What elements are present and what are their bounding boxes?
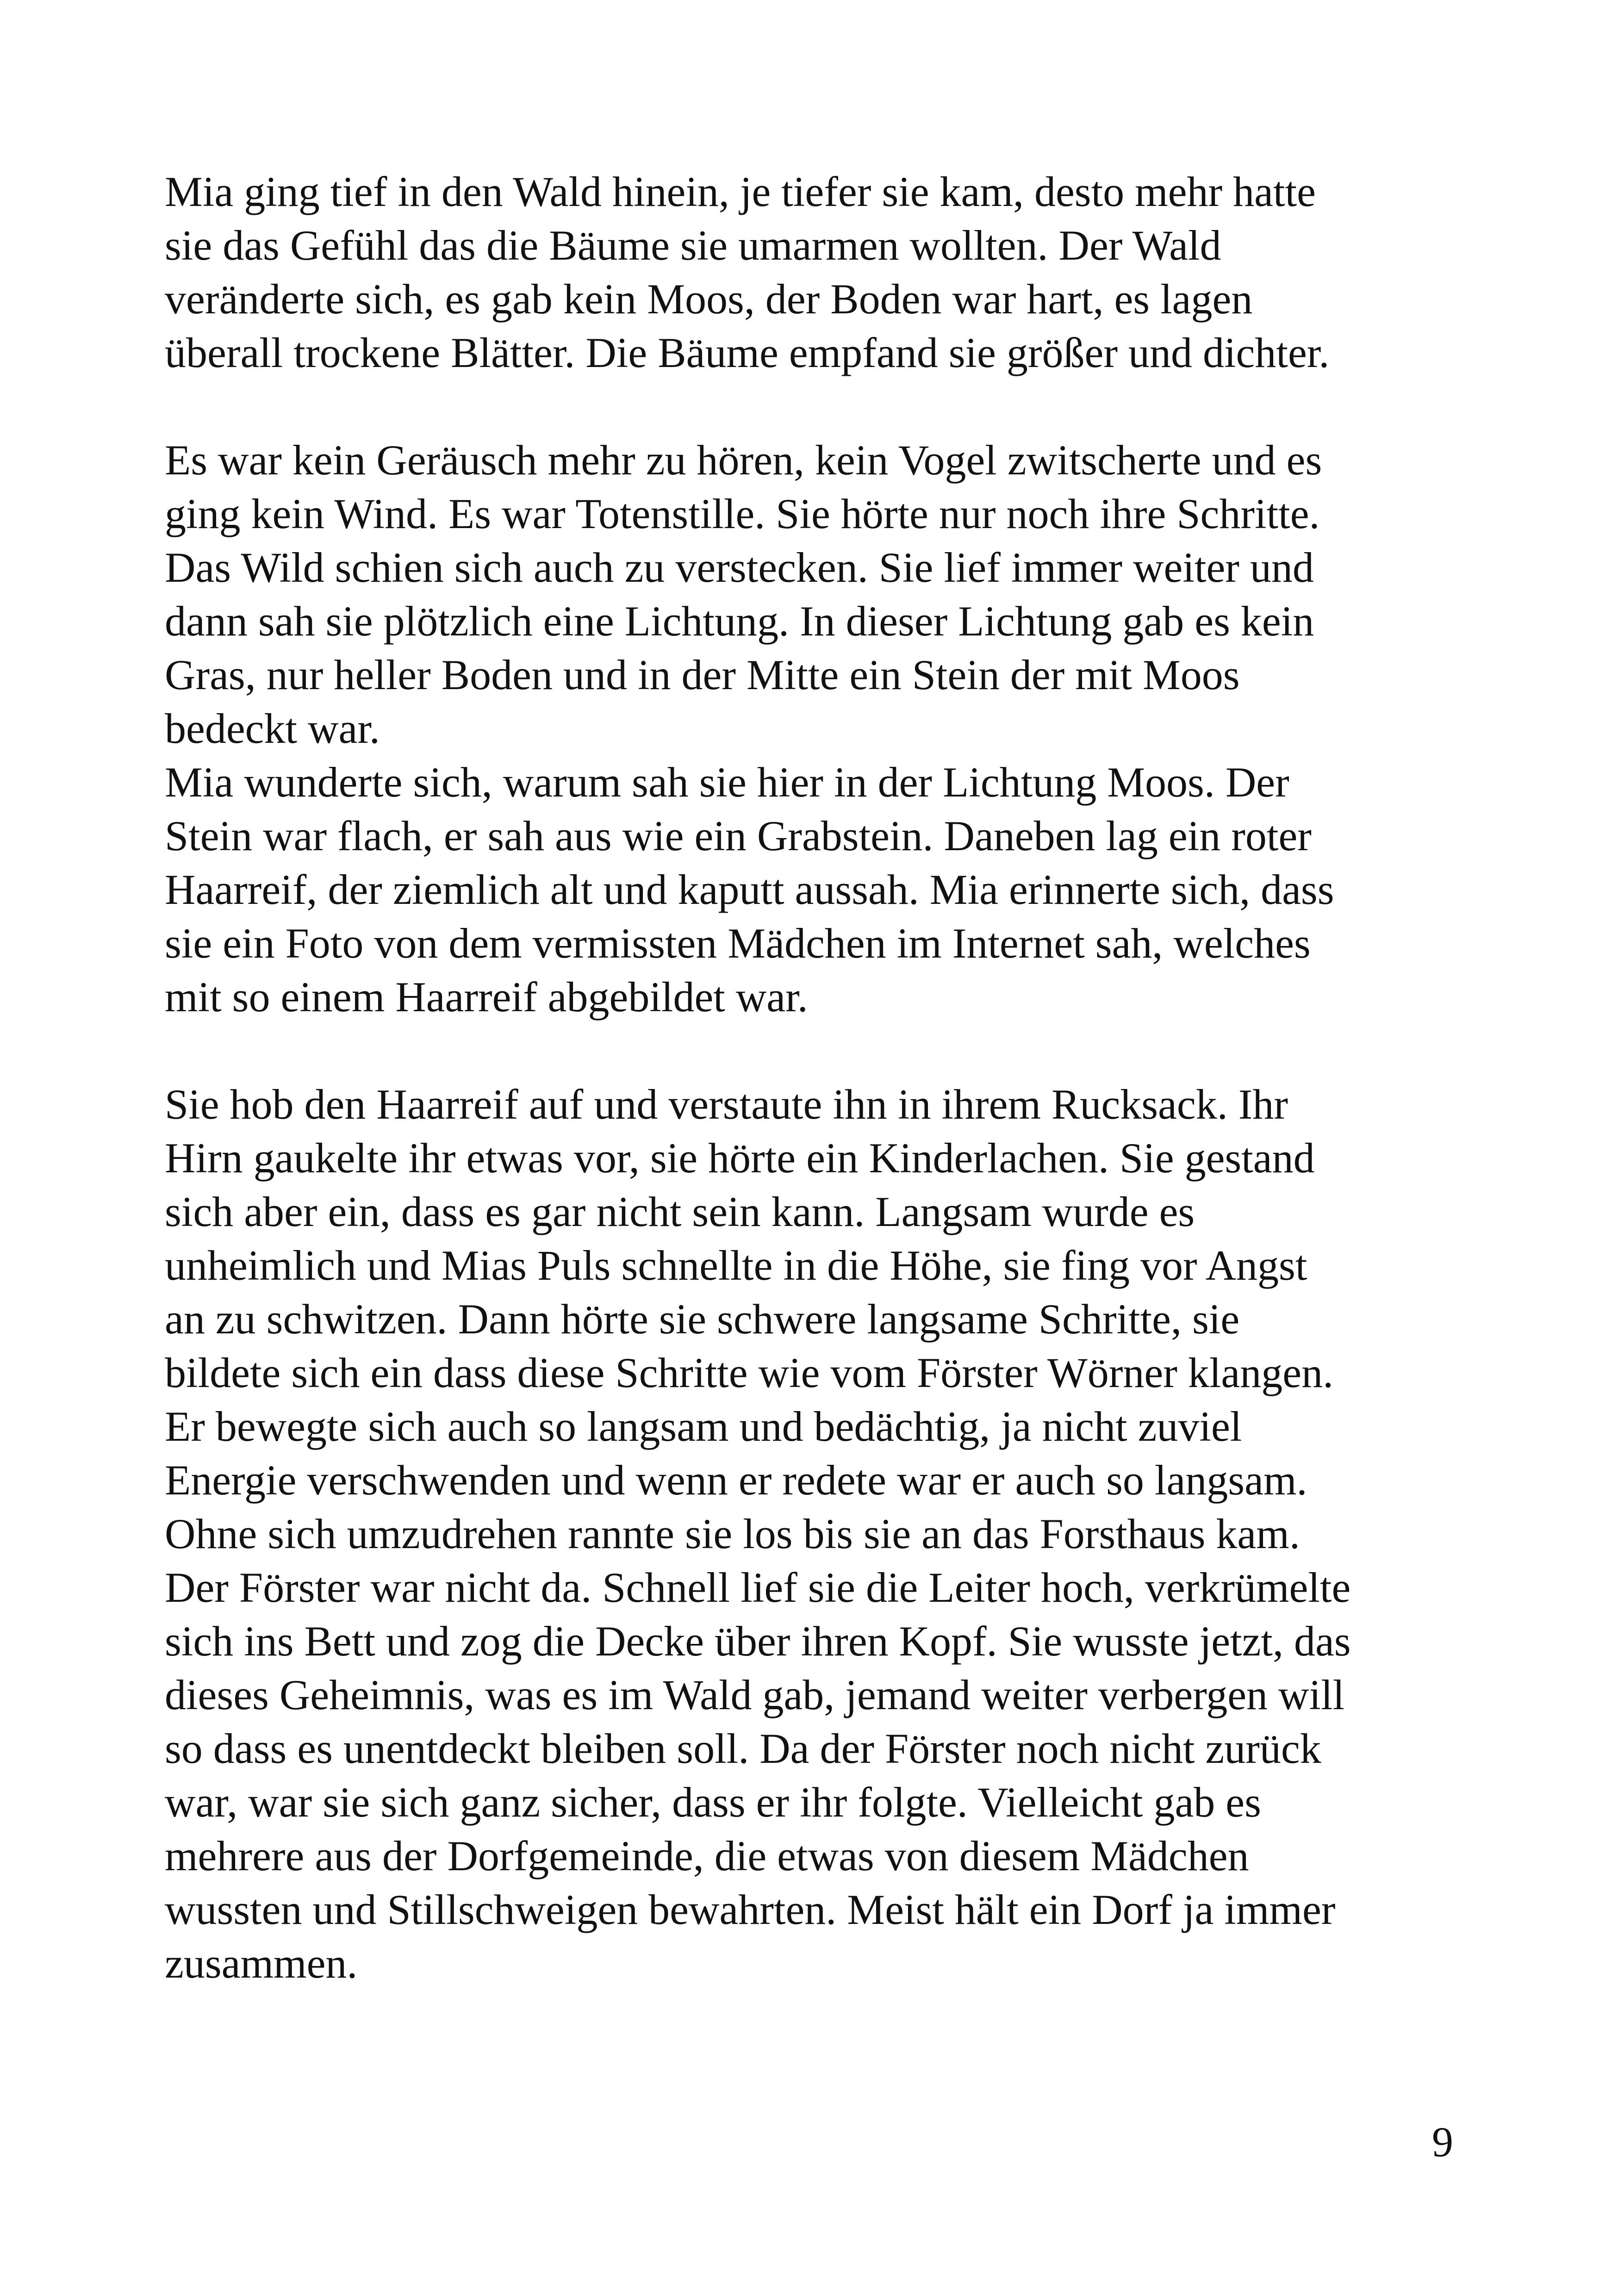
text-line: dann sah sie plötzlich eine Lichtung. In dieser Lichtung gab es kein <box>165 597 1314 645</box>
text-line: Haarreif, der ziemlich alt und kaputt aussah. Mia erinnerte sich, dass <box>165 866 1334 913</box>
text-line: war, war sie sich ganz sicher, dass er ihr folgte. Vielleicht gab es <box>165 1779 1261 1826</box>
paragraph-2 <box>165 433 1484 1024</box>
text-line: Das Wild schien sich auch zu verstecken. Sie lief immer weiter und <box>165 544 1314 591</box>
text-line: sich ins Bett und zog die Decke über ihren Kopf. Sie wusste jetzt, das <box>165 1618 1351 1665</box>
text-line: Der Förster war nicht da. Schnell lief sie die Leiter hoch, verkrümelte <box>165 1564 1351 1611</box>
text-line: bedeckt war. <box>165 705 380 752</box>
text-line: wussten und Stillschweigen bewahrten. Meist hält ein Dorf ja immer <box>165 1886 1336 1933</box>
text-line: Stein war flach, er sah aus wie ein Grabstein. Daneben lag ein roter <box>165 812 1312 859</box>
paragraph-spacer <box>165 380 1484 433</box>
text-line: Gras, nur heller Boden und in der Mitte ein Stein der mit Moos <box>165 651 1240 698</box>
paragraph-spacer <box>165 1024 1484 1077</box>
text-line: so dass es unentdeckt bleiben soll. Da der Förster noch nicht zurück <box>165 1725 1321 1772</box>
page-number: 9 <box>1432 2118 1453 2165</box>
text-line: mehrere aus der Dorfgemeinde, die etwas von diesem Mädchen <box>165 1832 1249 1879</box>
text-line: Sie hob den Haarreif auf und verstaute ihn in ihrem Rucksack. Ihr <box>165 1081 1288 1128</box>
text-line: sich aber ein, dass es gar nicht sein kann. Langsam wurde es <box>165 1188 1195 1235</box>
text-line: unheimlich und Mias Puls schnellte in die Höhe, sie fing vor Angst <box>165 1242 1307 1289</box>
text-line: veränderte sich, es gab kein Moos, der Boden war hart, es lagen <box>165 275 1253 323</box>
paragraph-1 <box>165 165 1484 380</box>
text-line: Er bewegte sich auch so langsam und bedächtig, ja nicht zuviel <box>165 1403 1242 1450</box>
text-line: Hirn gaukelte ihr etwas vor, sie hörte ein Kinderlachen. Sie gestand <box>165 1134 1315 1182</box>
text-line: Es war kein Geräusch mehr zu hören, kein Vogel zwitscherte und es <box>165 436 1322 484</box>
text-line: überall trockene Blätter. Die Bäume empfand sie größer und dichter. <box>165 329 1330 376</box>
text-line: sie das Gefühl das die Bäume sie umarmen wollten. Der Wald <box>165 222 1221 269</box>
text-line: Mia ging tief in den Wald hinein, je tiefer sie kam, desto mehr hatte <box>165 168 1316 215</box>
text-line: sie ein Foto von dem vermissten Mädchen im Internet sah, welches <box>165 920 1311 967</box>
paragraph-3 <box>165 1077 1484 1990</box>
body-text <box>165 165 1484 1990</box>
text-line: Mia wunderte sich, warum sah sie hier in der Lichtung Moos. Der <box>165 759 1289 806</box>
text-line: an zu schwitzen. Dann hörte sie schwere langsame Schritte, sie <box>165 1295 1240 1343</box>
text-line: Ohne sich umzudrehen rannte sie los bis sie an das Forsthaus kam. <box>165 1510 1300 1557</box>
text-line: mit so einem Haarreif abgebildet war. <box>165 973 808 1020</box>
text-line: bildete sich ein dass diese Schritte wie vom Förster Wörner klangen. <box>165 1349 1334 1396</box>
text-line: ging kein Wind. Es war Totenstille. Sie hörte nur noch ihre Schritte. <box>165 490 1320 537</box>
text-line: zusammen. <box>165 1940 358 1987</box>
text-line: dieses Geheimnis, was es im Wald gab, jemand weiter verbergen will <box>165 1671 1345 1718</box>
text-line: Energie verschwenden und wenn er redete war er auch so langsam. <box>165 1456 1307 1504</box>
